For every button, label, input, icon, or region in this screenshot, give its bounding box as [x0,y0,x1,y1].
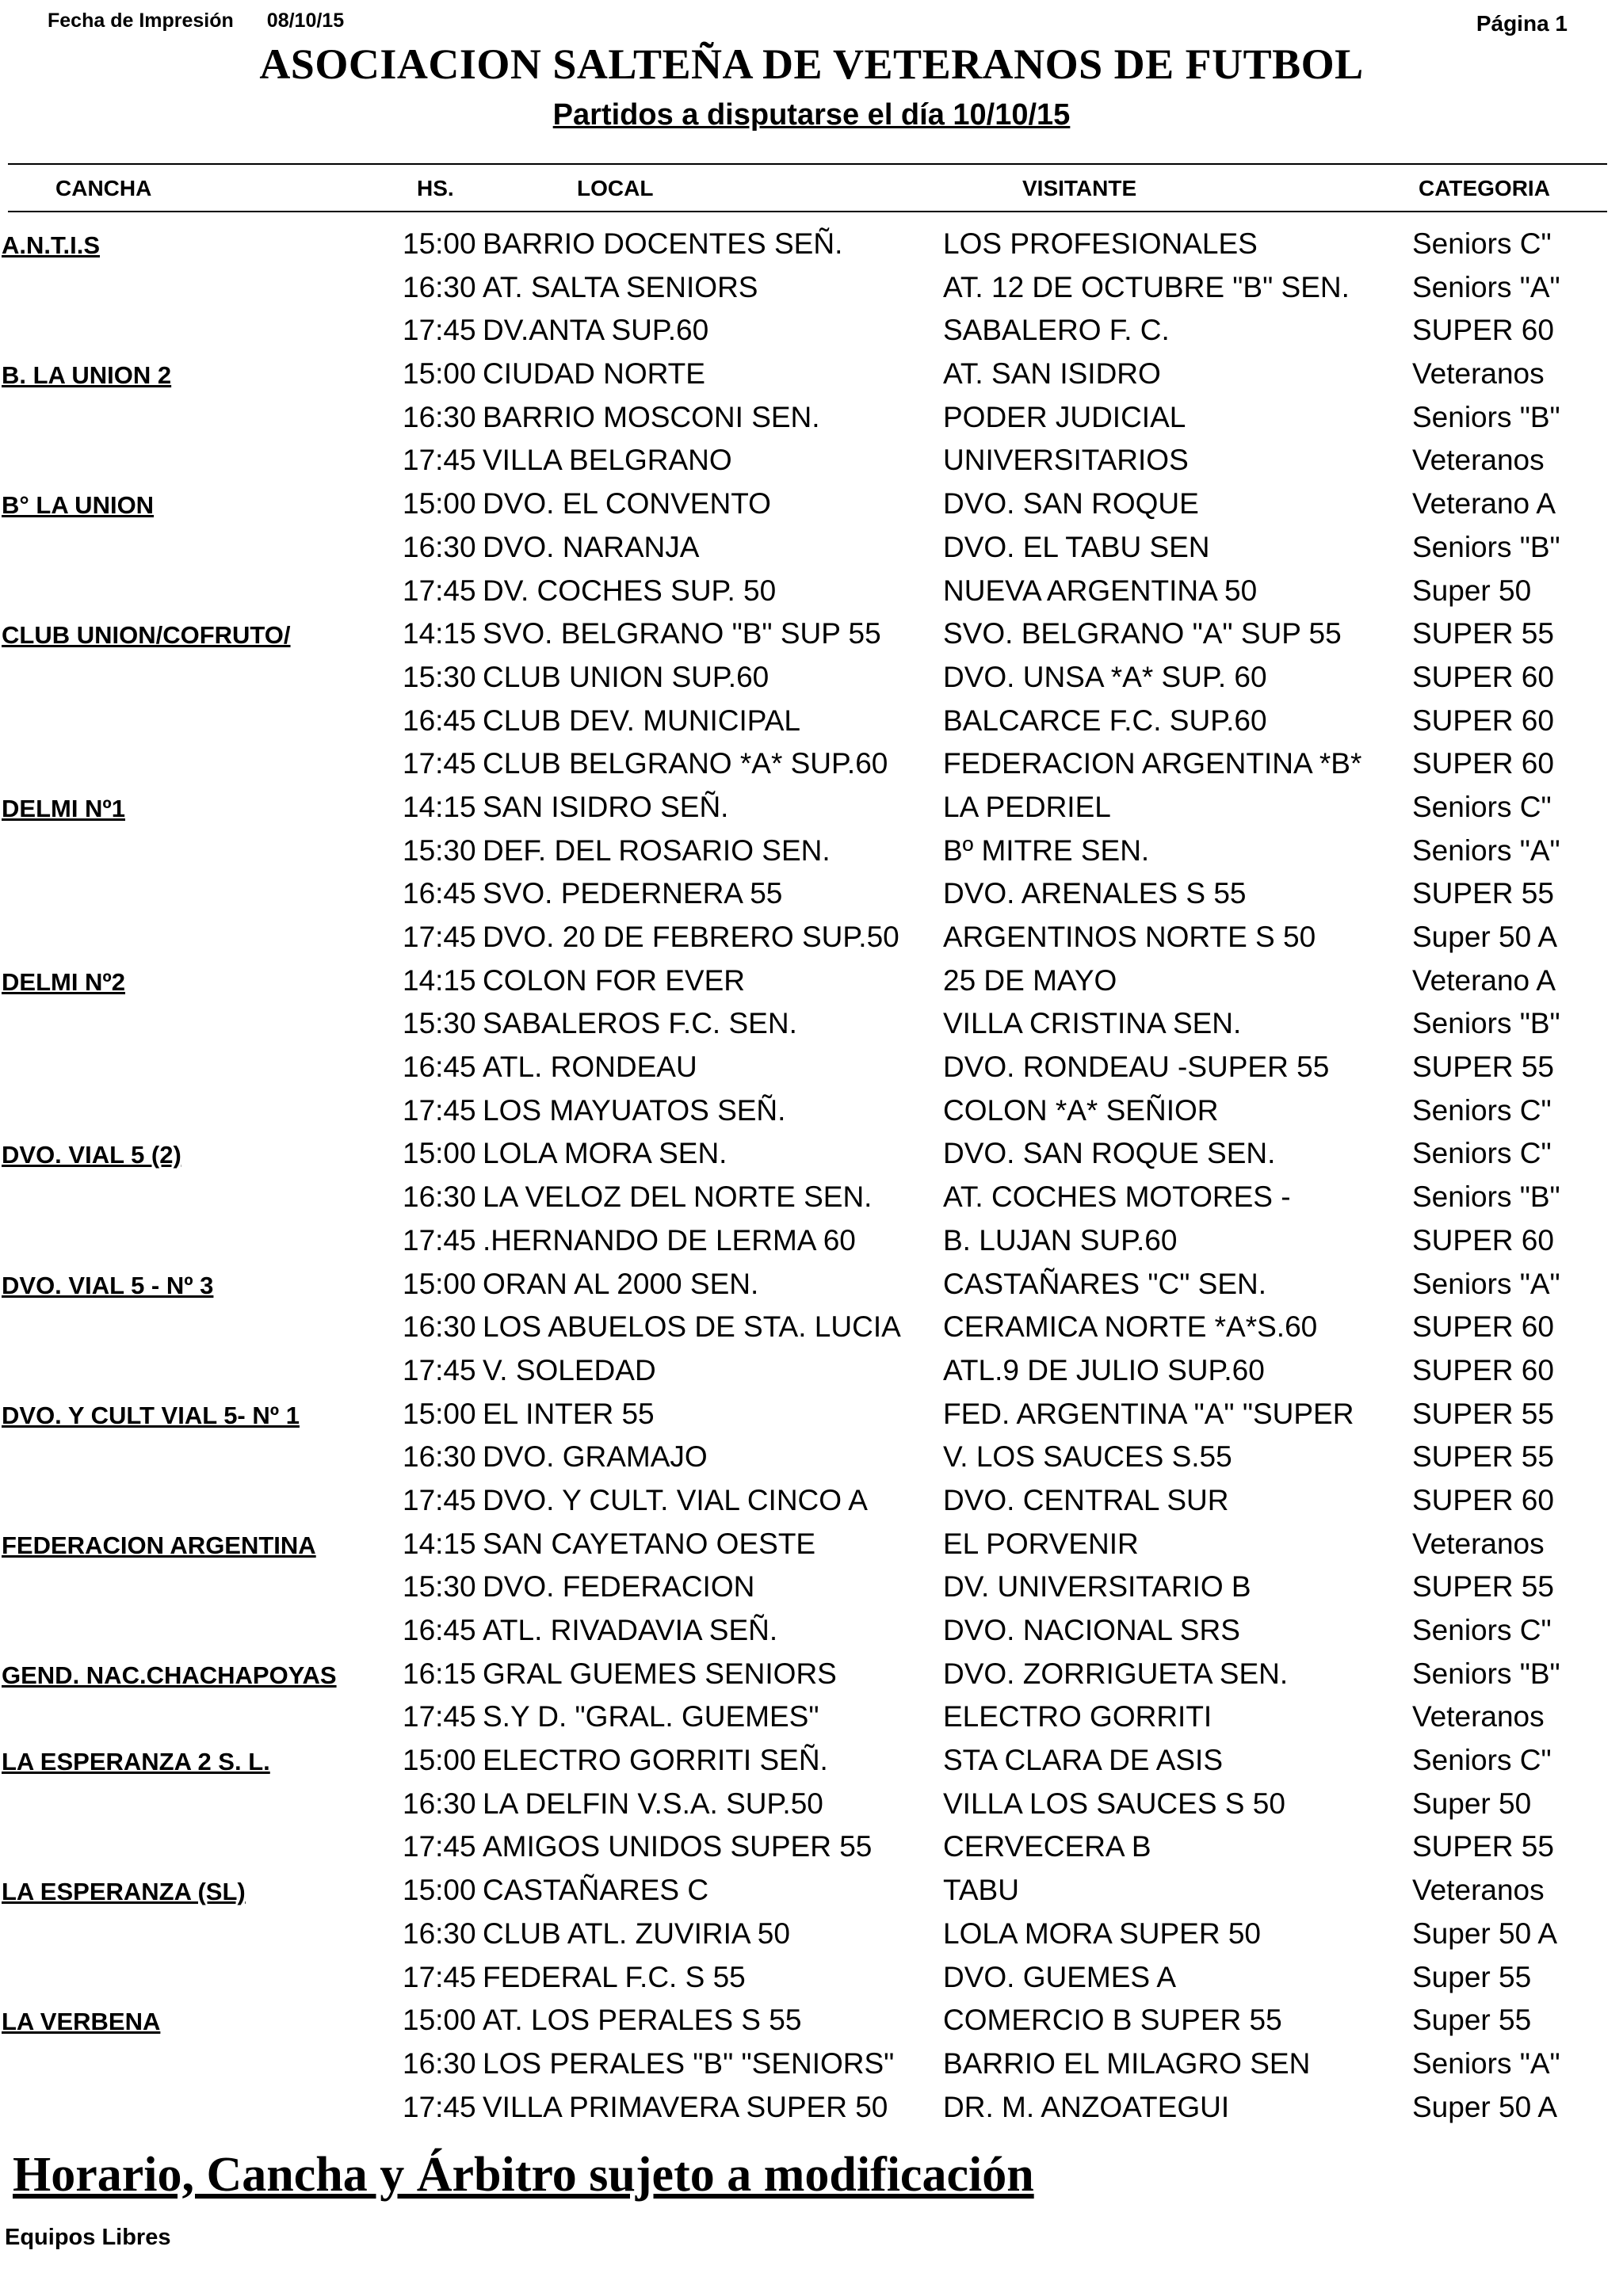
time-cell: 17:45 [403,444,476,477]
category-cell: SUPER 60 [1412,1483,1554,1516]
visitor-team-cell: DVO. NACIONAL SRS [943,1614,1240,1646]
print-date [48,10,344,32]
local-team-cell: LOLA MORA SEN. [483,1137,727,1170]
local-team-cell: SVO. PEDERNERA 55 [483,877,783,910]
visitor-team-cell: FEDERACION ARGENTINA *B* [943,747,1362,780]
cancha-cell: DELMI Nº2 [2,967,125,996]
visitor-team-cell: AT. COCHES MOTORES - [943,1180,1291,1214]
equipos-libres-label: Equipos Libres [5,2225,171,2250]
cancha-cell: A.N.T.I.S [2,231,101,259]
category-cell: Seniors C" [1412,227,1552,260]
time-cell: 16:30 [403,1787,476,1820]
local-team-cell: EL INTER 55 [483,1397,655,1430]
table-row [0,830,1623,873]
category-cell: Veteranos [1412,1527,1545,1560]
time-cell: 15:30 [403,1570,476,1604]
local-team-cell: DVO. Y CULT. VIAL CINCO A [483,1483,868,1516]
category-cell: SUPER 60 [1412,704,1554,737]
visitor-team-cell: DV. UNIVERSITARIO B [943,1570,1251,1604]
category-cell: Seniors "A" [1412,2046,1560,2080]
table-row [0,1783,1623,1826]
local-team-cell: S.Y D. "GRAL. GUEMES" [483,1700,819,1733]
category-cell: SUPER 55 [1412,1440,1554,1474]
category-cell: SUPER 60 [1412,660,1554,693]
cancha-cell: GEND. NAC.CHACHAPOYAS [2,1661,337,1689]
local-team-cell: FEDERAL F.C. S 55 [483,1960,746,1993]
visitor-team-cell: B. LUJAN SUP.60 [943,1223,1178,1257]
category-cell: Super 50 A [1412,2090,1558,2123]
table-row [0,1956,1623,2000]
table-row [0,1176,1623,1219]
visitor-team-cell: AT. 12 DE OCTUBRE "B" SEN. [943,270,1350,303]
category-cell: SUPER 55 [1412,1051,1554,1084]
cancha-cell: LA ESPERANZA 2 S. L. [2,1748,270,1776]
local-team-cell: BARRIO MOSCONI SEN. [483,400,820,433]
time-cell: 16:30 [403,1180,476,1214]
local-team-cell: CLUB BELGRANO *A* SUP.60 [483,747,888,780]
local-team-cell: DV.ANTA SUP.60 [483,314,709,347]
visitor-team-cell: SABALERO F. C. [943,314,1170,347]
page-subtitle: Partidos a disputarse el día 10/10/15 [552,98,1071,132]
table-row [0,2042,1623,2086]
local-team-cell: LOS ABUELOS DE STA. LUCIA [483,1310,901,1344]
table-row [0,786,1623,830]
category-cell: SUPER 60 [1412,1310,1554,1344]
category-cell: Seniors "A" [1412,833,1560,867]
table-row [0,656,1623,700]
table-row [0,1653,1623,1696]
visitor-team-cell: VILLA CRISTINA SEN. [943,1007,1242,1040]
visitor-team-cell: DVO. ZORRIGUETA SEN. [943,1657,1289,1690]
category-cell: Seniors C" [1412,1093,1552,1127]
table-row [0,526,1623,570]
column-header-cancha: CANCHA [55,176,152,200]
visitor-team-cell: ARGENTINOS NORTE S 50 [943,921,1316,953]
cancha-cell: CLUB UNION/COFRUTO/ [2,621,291,650]
table-row [0,1566,1623,1609]
category-cell: Veteranos [1412,444,1545,477]
visitor-team-cell: 25 DE MAYO [943,963,1117,997]
column-header-categoria: CATEGORIA [1419,176,1550,200]
local-team-cell: COLON FOR EVER [483,963,745,997]
local-team-cell: VILLA BELGRANO [483,444,732,477]
time-cell: 14:15 [403,1527,476,1560]
local-team-cell: DVO. NARANJA [483,530,700,563]
cancha-cell: B° LA UNION [2,491,155,520]
local-team-cell: SVO. BELGRANO "B" SUP 55 [483,617,881,650]
time-cell: 17:45 [403,921,476,953]
category-cell: Seniors "A" [1412,270,1560,303]
local-team-cell: AMIGOS UNIDOS SUPER 55 [483,1830,873,1863]
cancha-cell: DELMI Nº1 [2,794,125,822]
category-cell: SUPER 55 [1412,1830,1554,1863]
category-cell: SUPER 55 [1412,877,1554,910]
time-cell: 16:30 [403,1917,476,1950]
table-row [0,1089,1623,1133]
category-cell: SUPER 55 [1412,617,1554,650]
time-cell: 14:15 [403,790,476,823]
time-cell: 15:30 [403,833,476,867]
category-cell: Super 50 [1412,574,1532,607]
time-cell: 16:30 [403,530,476,563]
cancha-cell: DVO. Y CULT VIAL 5- Nº 1 [2,1401,300,1429]
print-date-label: Fecha de Impresión [48,10,234,32]
visitor-team-cell: FED. ARGENTINA "A" "SUPER [943,1397,1354,1430]
category-cell: SUPER 60 [1412,1223,1554,1257]
table-row [0,1695,1623,1739]
table-row [0,309,1623,353]
page-number: Página 1 [1476,11,1568,36]
local-team-cell: CLUB DEV. MUNICIPAL [483,704,800,737]
visitor-team-cell: BALCARCE F.C. SUP.60 [943,704,1267,737]
table-row [0,1349,1623,1393]
time-cell: 15:00 [403,357,476,391]
visitor-team-cell: Bº MITRE SEN. [943,833,1150,867]
visitor-team-cell: ATL.9 DE JULIO SUP.60 [943,1353,1265,1386]
table-row [0,1219,1623,1263]
time-cell: 15:00 [403,1267,476,1300]
visitor-team-cell: DVO. RONDEAU -SUPER 55 [943,1051,1330,1084]
local-team-cell: ATL. RIVADAVIA SEÑ. [483,1614,778,1646]
category-cell: SUPER 60 [1412,747,1554,780]
visitor-team-cell: CERAMICA NORTE *A*S.60 [943,1310,1318,1344]
table-row [0,353,1623,396]
modification-notice: Horario, Cancha y Árbitro sujeto a modificación [13,2148,1034,2202]
visitor-team-cell: SVO. BELGRANO "A" SUP 55 [943,617,1342,650]
local-team-cell: DVO. 20 DE FEBRERO SUP.50 [483,921,899,953]
time-cell: 15:30 [403,660,476,693]
time-cell: 16:30 [403,400,476,433]
visitor-team-cell: LOLA MORA SUPER 50 [943,1917,1262,1950]
time-cell: 17:45 [403,747,476,780]
visitor-team-cell: DVO. EL TABU SEN [943,530,1210,563]
category-cell: Seniors "A" [1412,1267,1560,1300]
table-row [0,1002,1623,1046]
local-team-cell: SABALEROS F.C. SEN. [483,1007,797,1040]
time-cell: 16:30 [403,1440,476,1474]
visitor-team-cell: NUEVA ARGENTINA 50 [943,574,1258,607]
local-team-cell: DVO. FEDERACION [483,1570,755,1604]
table-row [0,1739,1623,1783]
time-cell: 17:45 [403,574,476,607]
table-row [0,1999,1623,2042]
visitor-team-cell: DVO. SAN ROQUE SEN. [943,1137,1276,1170]
table-row [0,1869,1623,1913]
local-team-cell: VILLA PRIMAVERA SUPER 50 [483,2090,888,2123]
category-cell: Seniors "B" [1412,1180,1560,1214]
table-row [0,1825,1623,1869]
category-cell: Seniors "B" [1412,1007,1560,1040]
table-row [0,2086,1623,2130]
time-cell: 15:30 [403,1007,476,1040]
table-row [0,266,1623,310]
time-cell: 15:00 [403,1397,476,1430]
visitor-team-cell: VILLA LOS SAUCES S 50 [943,1787,1285,1820]
category-cell: Veterano A [1412,963,1556,997]
category-cell: Super 50 A [1412,921,1558,953]
visitor-team-cell: DVO. CENTRAL SUR [943,1483,1229,1516]
column-header-hs: HS. [417,176,454,200]
visitor-team-cell: UNIVERSITARIOS [943,444,1189,477]
local-team-cell: LA DELFIN V.S.A. SUP.50 [483,1787,823,1820]
table-row [0,742,1623,786]
category-cell: Seniors C" [1412,1614,1552,1646]
local-team-cell: LOS PERALES "B" "SENIORS" [483,2046,895,2080]
category-cell: Veteranos [1412,1700,1545,1733]
category-cell: SUPER 60 [1412,314,1554,347]
time-cell: 16:30 [403,270,476,303]
header-top-rule [8,163,1607,165]
column-header-local: LOCAL [577,176,654,200]
time-cell: 15:00 [403,1874,476,1907]
category-cell: Super 50 A [1412,1917,1558,1950]
cancha-cell: LA VERBENA [2,2008,161,2036]
table-row [0,1393,1623,1436]
table-row [0,916,1623,959]
visitor-team-cell: DVO. ARENALES S 55 [943,877,1247,910]
local-team-cell: AT. SALTA SENIORS [483,270,758,303]
time-cell: 17:45 [403,314,476,347]
local-team-cell: CLUB UNION SUP.60 [483,660,769,693]
visitor-team-cell: CASTAÑARES "C" SEN. [943,1267,1266,1300]
local-team-cell: V. SOLEDAD [483,1353,656,1386]
time-cell: 15:00 [403,1744,476,1777]
time-cell: 16:15 [403,1657,476,1690]
visitor-team-cell: STA CLARA DE ASIS [943,1744,1224,1777]
header-bottom-rule [8,211,1607,212]
local-team-cell: CASTAÑARES C [483,1874,709,1907]
category-cell: Veteranos [1412,1874,1545,1907]
category-cell: Seniors C" [1412,1744,1552,1777]
time-cell: 16:45 [403,1614,476,1646]
local-team-cell: ATL. RONDEAU [483,1051,697,1084]
table-row [0,872,1623,916]
category-cell: Seniors "B" [1412,400,1560,433]
local-team-cell: BARRIO DOCENTES SEÑ. [483,227,843,260]
table-row [0,612,1623,656]
local-team-cell: LOS MAYUATOS SEÑ. [483,1093,786,1127]
category-cell: Seniors C" [1412,1137,1552,1170]
table-row [0,1523,1623,1566]
time-cell: 16:30 [403,2046,476,2080]
category-cell: Seniors "B" [1412,530,1560,563]
local-team-cell: CIUDAD NORTE [483,357,705,391]
category-cell: Super 55 [1412,2004,1532,2037]
local-team-cell: ORAN AL 2000 SEN. [483,1267,759,1300]
visitor-team-cell: AT. SAN ISIDRO [943,357,1161,391]
visitor-team-cell: TABU [943,1874,1019,1907]
time-cell: 17:45 [403,1700,476,1733]
cancha-cell: LA ESPERANZA (SL) [2,1878,246,1906]
cancha-cell: DVO. VIAL 5 - Nº 3 [2,1271,214,1299]
page-title: ASOCIACION SALTEÑA DE VETERANOS DE FUTBOL [259,40,1364,88]
time-cell: 17:45 [403,1960,476,1993]
visitor-team-cell: DR. M. ANZOATEGUI [943,2090,1230,2123]
local-team-cell: ELECTRO GORRITI SEÑ. [483,1744,828,1777]
category-cell: Seniors "B" [1412,1657,1560,1690]
category-cell: Veteranos [1412,357,1545,391]
time-cell: 15:00 [403,2004,476,2037]
time-cell: 15:00 [403,487,476,521]
cancha-cell: FEDERACION ARGENTINA [2,1531,316,1559]
visitor-team-cell: EL PORVENIR [943,1527,1139,1560]
cancha-cell: DVO. VIAL 5 (2) [2,1141,181,1169]
table-row [0,482,1623,526]
visitor-team-cell: PODER JUDICIAL [943,400,1186,433]
local-team-cell: DVO. EL CONVENTO [483,487,771,521]
local-team-cell: DVO. GRAMAJO [483,1440,708,1474]
table-row [0,439,1623,482]
table-row [0,1263,1623,1306]
table-row [0,570,1623,613]
table-row [0,396,1623,440]
table-row [0,700,1623,743]
category-cell: Super 50 [1412,1787,1532,1820]
visitor-team-cell: BARRIO EL MILAGRO SEN [943,2046,1311,2080]
cancha-cell: B. LA UNION 2 [2,361,172,390]
visitor-team-cell: DVO. GUEMES A [943,1960,1177,1993]
time-cell: 16:45 [403,1051,476,1084]
table-row [0,1479,1623,1523]
time-cell: 14:15 [403,963,476,997]
time-cell: 14:15 [403,617,476,650]
visitor-team-cell: DVO. SAN ROQUE [943,487,1199,521]
table-row [0,1609,1623,1653]
category-cell: SUPER 55 [1412,1570,1554,1604]
local-team-cell: GRAL GUEMES SENIORS [483,1657,837,1690]
time-cell: 15:00 [403,1137,476,1170]
time-cell: 17:45 [403,2090,476,2123]
local-team-cell: DEF. DEL ROSARIO SEN. [483,833,831,867]
local-team-cell: AT. LOS PERALES S 55 [483,2004,802,2037]
time-cell: 17:45 [403,1353,476,1386]
visitor-team-cell: V. LOS SAUCES S.55 [943,1440,1232,1474]
print-date-value: 08/10/15 [266,10,345,32]
match-table [0,223,1623,2129]
local-team-cell: .HERNANDO DE LERMA 60 [483,1223,856,1257]
table-row [0,1046,1623,1089]
visitor-team-cell: DVO. UNSA *A* SUP. 60 [943,660,1267,693]
table-row [0,1913,1623,1956]
table-row [0,1306,1623,1349]
local-team-cell: CLUB ATL. ZUVIRIA 50 [483,1917,790,1950]
table-row [0,1132,1623,1176]
visitor-team-cell: LA PEDRIEL [943,790,1111,823]
time-cell: 16:45 [403,704,476,737]
time-cell: 17:45 [403,1830,476,1863]
category-cell: SUPER 55 [1412,1397,1554,1430]
table-row [0,223,1623,266]
visitor-team-cell: ELECTRO GORRITI [943,1700,1212,1733]
visitor-team-cell: COLON *A* SEÑIOR [943,1093,1219,1127]
category-cell: Veterano A [1412,487,1556,521]
time-cell: 16:30 [403,1310,476,1344]
time-cell: 17:45 [403,1483,476,1516]
category-cell: Seniors C" [1412,790,1552,823]
local-team-cell: SAN CAYETANO OESTE [483,1527,816,1560]
visitor-team-cell: CERVECERA B [943,1830,1151,1863]
time-cell: 17:45 [403,1093,476,1127]
time-cell: 17:45 [403,1223,476,1257]
category-cell: Super 55 [1412,1960,1532,1993]
visitor-team-cell: COMERCIO B SUPER 55 [943,2004,1282,2037]
local-team-cell: SAN ISIDRO SEÑ. [483,790,729,823]
table-row [0,959,1623,1003]
time-cell: 15:00 [403,227,476,260]
column-header-visitante: VISITANTE [1022,176,1137,200]
table-row [0,1436,1623,1479]
local-team-cell: LA VELOZ DEL NORTE SEN. [483,1180,873,1214]
category-cell: SUPER 60 [1412,1353,1554,1386]
visitor-team-cell: LOS PROFESIONALES [943,227,1258,260]
time-cell: 16:45 [403,877,476,910]
local-team-cell: DV. COCHES SUP. 50 [483,574,777,607]
